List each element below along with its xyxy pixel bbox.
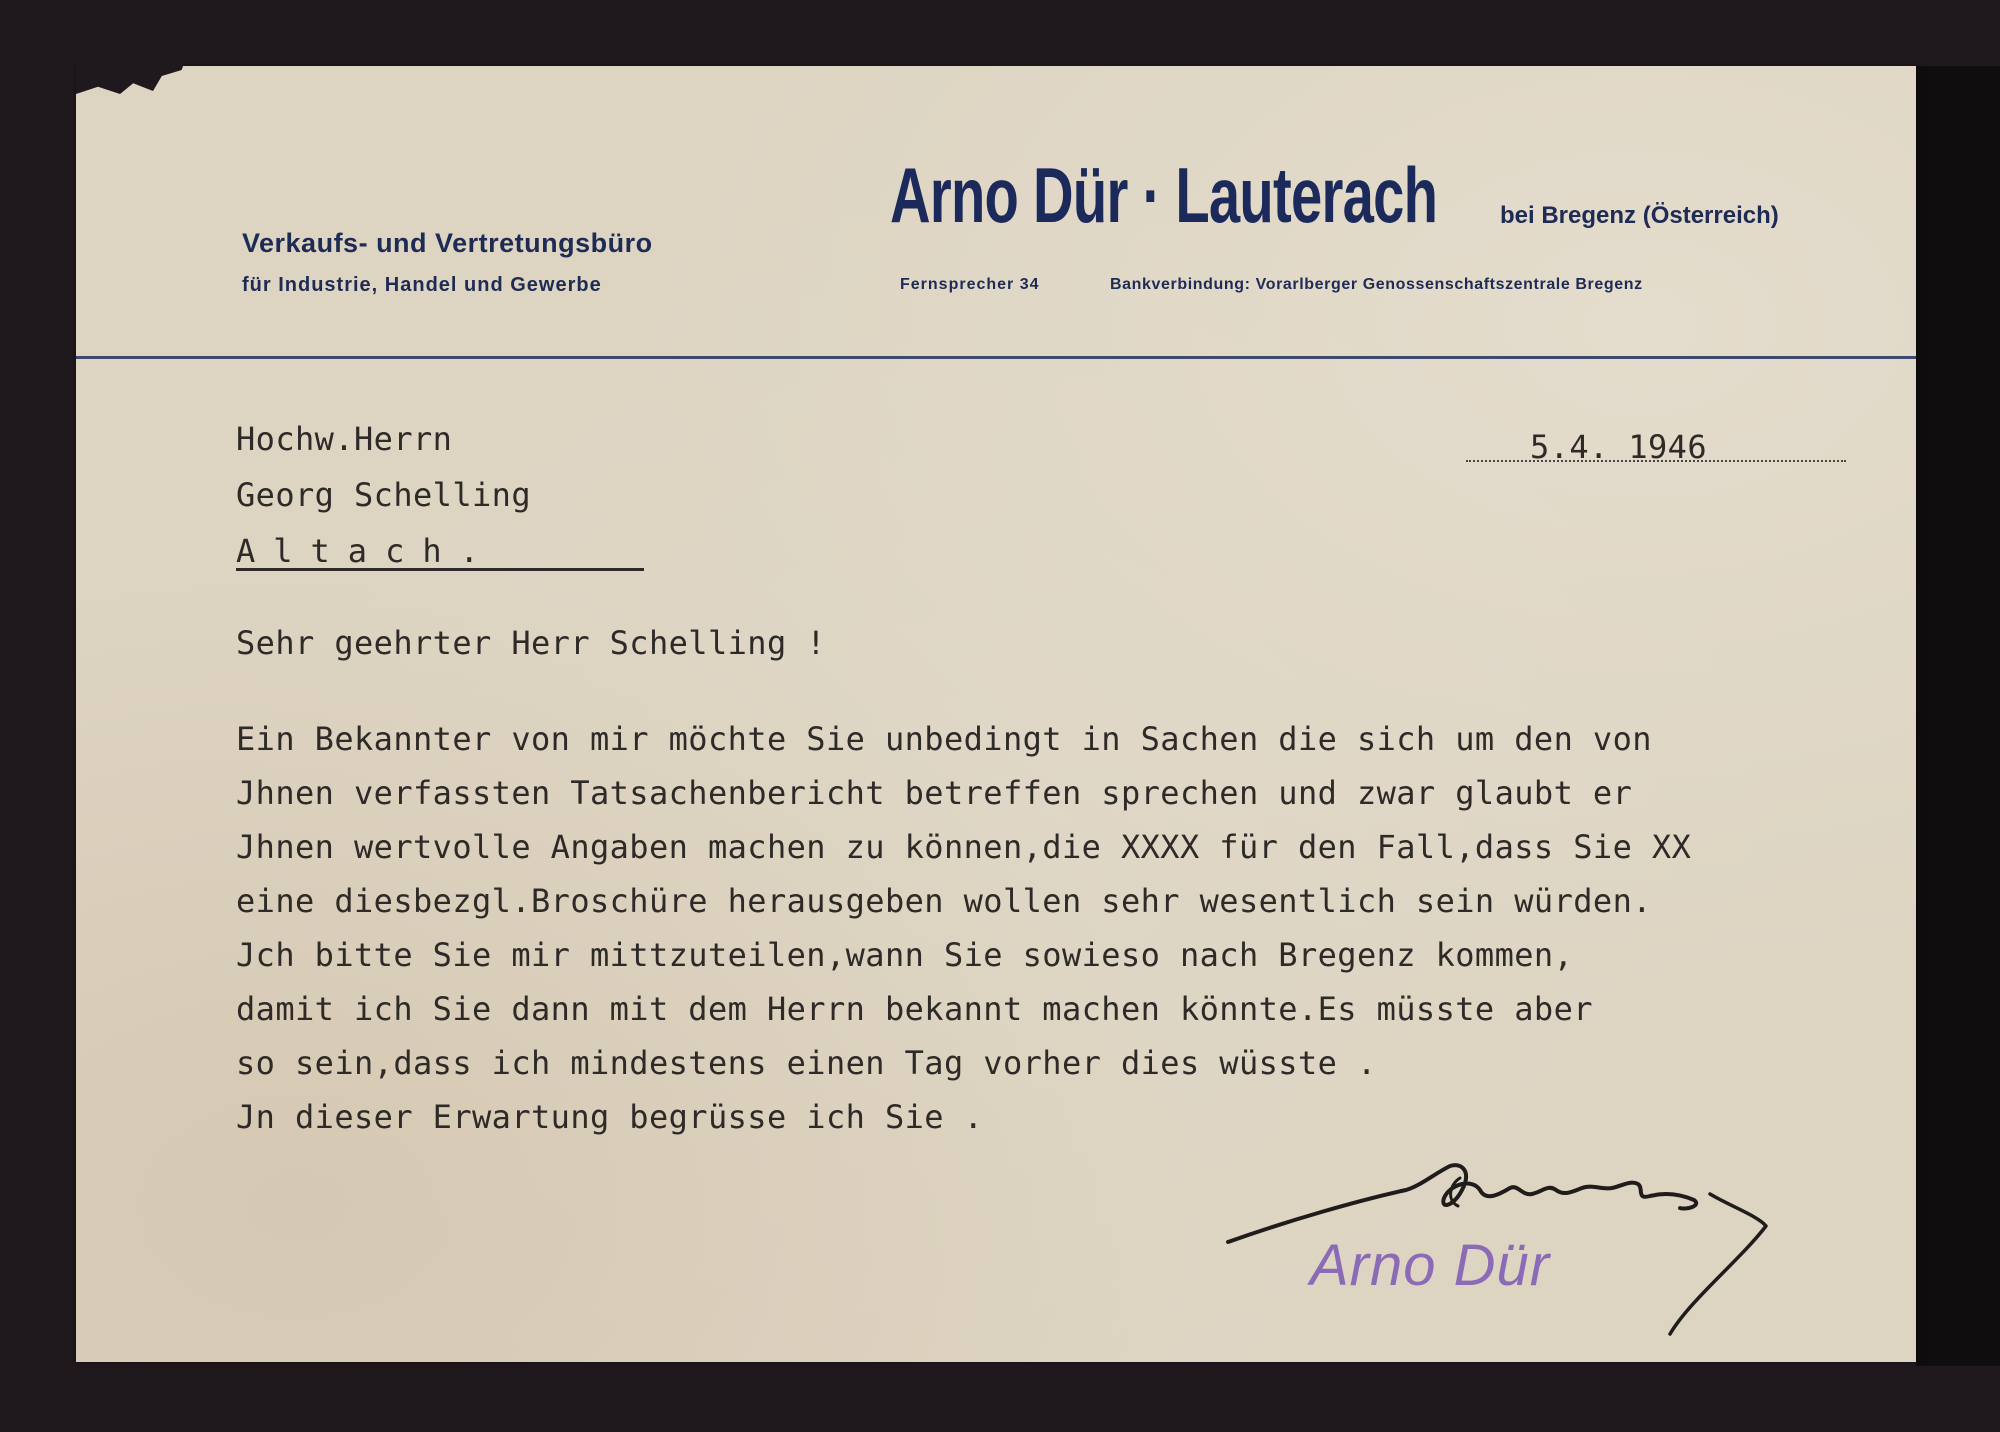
company-name: Arno Dür · Lauterach: [890, 151, 1438, 239]
body-line: Jch bitte Sie mir mittzuteilen,wann Sie sowieso nach Bregenz kommen,: [236, 936, 1574, 974]
address-line-3: Altach.: [236, 532, 497, 570]
body-line: Jhnen verfassten Tatsachenbericht betreffen sprechen und zwar glaubt er: [236, 774, 1633, 812]
address-line-1: Hochw.Herrn: [236, 420, 453, 458]
salutation: Sehr geehrter Herr Schelling !: [236, 624, 826, 662]
name-stamp: Arno Dür: [1310, 1233, 1551, 1298]
body-line: Jn dieser Erwartung begrüsse ich Sie .: [236, 1098, 984, 1136]
office-line-2: für Industrie, Handel und Gewerbe: [242, 274, 602, 296]
address-underline: [236, 568, 644, 571]
phone-number: Fernsprecher 34: [900, 276, 1040, 293]
office-line-1: Verkaufs- und Vertretungsbüro: [242, 228, 653, 258]
date-dotted-line: [1466, 460, 1846, 462]
bank-details: Bankverbindung: Vorarlberger Genossenschaftszentrale Bregenz: [1110, 276, 1643, 293]
company-place: bei Bregenz (Österreich): [1500, 202, 1779, 229]
scan-background-strip: [1916, 66, 2000, 1366]
letter-date: 5.4. 1946: [1530, 428, 1707, 466]
body-line: Ein Bekannter von mir möchte Sie unbedingt in Sachen die sich um den von: [236, 720, 1652, 758]
body-line: so sein,dass ich mindestens einen Tag vorher dies wüsste .: [236, 1044, 1377, 1082]
body-line: damit ich Sie dann mit dem Herrn bekannt machen könnte.Es müsste aber: [236, 990, 1593, 1028]
address-line-2: Georg Schelling: [236, 476, 531, 514]
body-line: Jhnen wertvolle Angaben machen zu können,die XXXX für den Fall,dass Sie XX: [236, 828, 1692, 866]
body-line: eine diesbezgl.Broschüre herausgeben wollen sehr wesentlich sein würden.: [236, 882, 1652, 920]
letterhead-rule: [76, 356, 1916, 359]
